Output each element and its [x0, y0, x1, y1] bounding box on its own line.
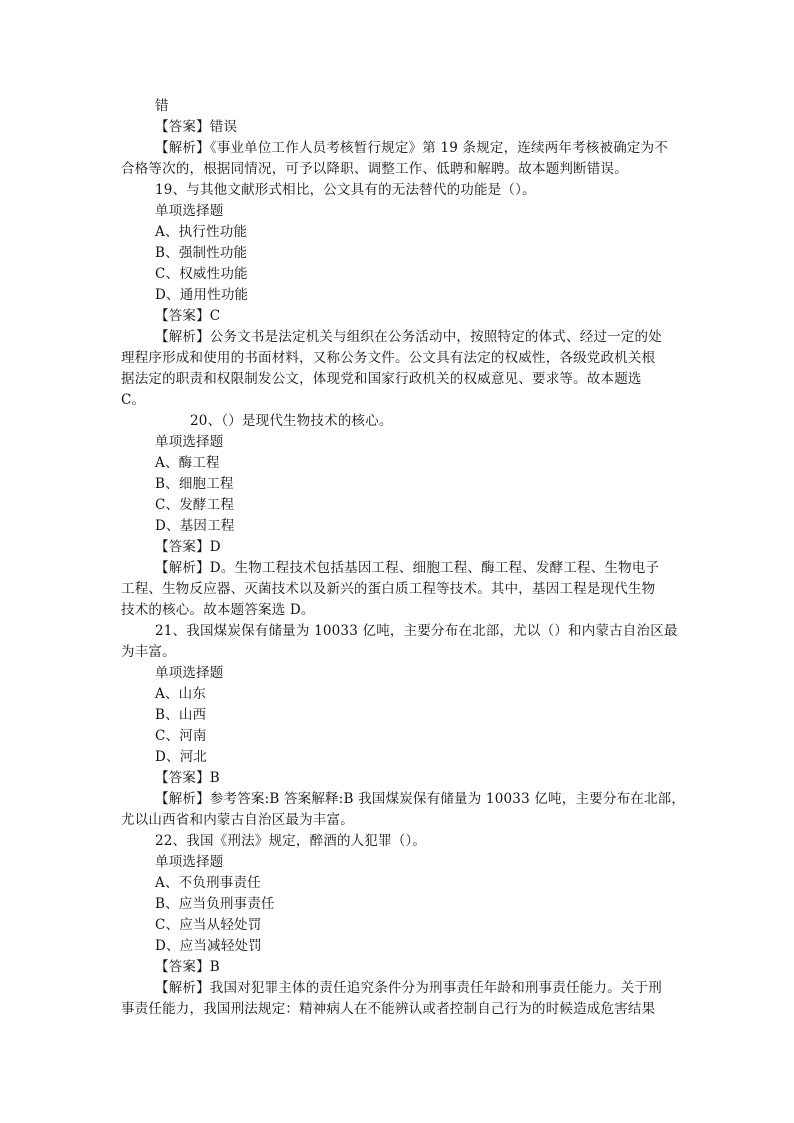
option-a: A、山东 [155, 686, 207, 702]
option-a: A、执行性功能 [155, 224, 248, 240]
analysis-line: 合格等次的，根据同情况，可予以降职、调整工作、低聘和解聘。故本题判断错误。 [121, 161, 628, 177]
question-type: 单项选择题 [155, 434, 224, 450]
option-d: D、应当减轻处罚 [155, 938, 262, 954]
option-c: C、权威性功能 [155, 266, 248, 282]
analysis-line: 【解析】公务文书是法定机关与组织在公务活动中，按照特定的体式、经过一定的处 [155, 329, 662, 345]
question-type: 单项选择题 [155, 665, 224, 681]
answer-line: 【答案】B [155, 770, 220, 786]
option-b: B、细胞工程 [155, 476, 234, 492]
question-line: 19、与其他文献形式相比，公文具有的无法替代的功能是（）。 [155, 182, 536, 198]
analysis-line: 【解析】D。生物工程技术包括基因工程、细胞工程、酶工程、发酵工程、生物电子 [155, 560, 660, 576]
analysis-line: 【解析】《事业单位工作人员考核暂行规定》第 19 条规定，连续两年考核被确定为不 [155, 140, 669, 156]
analysis-line: 尤以山西省和内蒙古自治区最为丰富。 [121, 812, 354, 828]
answer-line: 【答案】B [155, 959, 220, 975]
question-line: 20、（）是现代生物技术的核心。 [190, 413, 393, 429]
analysis-line: 【解析】参考答案:B 答案解释:B 我国煤炭保有储量为 10033 亿吨，主要分布在北部， [155, 791, 686, 807]
analysis-line: 工程、生物反应器、灭菌技术以及新兴的蛋白质工程等技术。其中，基因工程是现代生物 [121, 581, 656, 597]
option-d: D、基因工程 [155, 518, 235, 534]
question-line: 21、我国煤炭保有储量为 10033 亿吨，主要分布在北部，尤以（）和内蒙古自治区最 [155, 623, 678, 639]
question-type: 单项选择题 [155, 854, 224, 870]
option-d: D、河北 [155, 749, 208, 765]
analysis-line: 【解析】我国对犯罪主体的责任追究条件分为刑事责任年龄和刑事责任能力。关于刑 [155, 980, 662, 996]
option-b: B、应当负刑事责任 [155, 896, 275, 912]
text-line: 错 [155, 98, 169, 114]
answer-line: 【答案】D [155, 539, 221, 555]
question-line: 为丰富。 [121, 644, 176, 660]
analysis-line: 技术的核心。故本题答案选 D。 [121, 602, 315, 618]
option-c: C、河南 [155, 728, 207, 744]
option-b: B、强制性功能 [155, 245, 248, 261]
option-c: C、发酵工程 [155, 497, 235, 513]
option-a: A、酶工程 [155, 455, 220, 471]
option-d: D、通用性功能 [155, 287, 249, 303]
analysis-line: 理程序形成和使用的书面材料，又称公务文件。公文具有法定的权威性，各级党政机关根 [121, 350, 656, 366]
option-b: B、山西 [155, 707, 207, 723]
analysis-line: 事责任能力，我国刑法规定：精神病人在不能辨认或者控制自己行为的时候造成危害结果 [121, 1001, 656, 1017]
analysis-line: 据法定的职责和权限制发公文，体现党和国家行政机关的权威意见、要求等。故本题选 [121, 371, 642, 387]
option-a: A、不负刑事责任 [155, 875, 261, 891]
analysis-line: C。 [121, 392, 146, 408]
option-c: C、应当从轻处罚 [155, 917, 262, 933]
question-type: 单项选择题 [155, 203, 224, 219]
question-line: 22、我国《刑法》规定，醉酒的人犯罪（）。 [155, 833, 427, 849]
answer-line: 【答案】错误 [155, 119, 238, 135]
answer-line: 【答案】C [155, 308, 221, 324]
